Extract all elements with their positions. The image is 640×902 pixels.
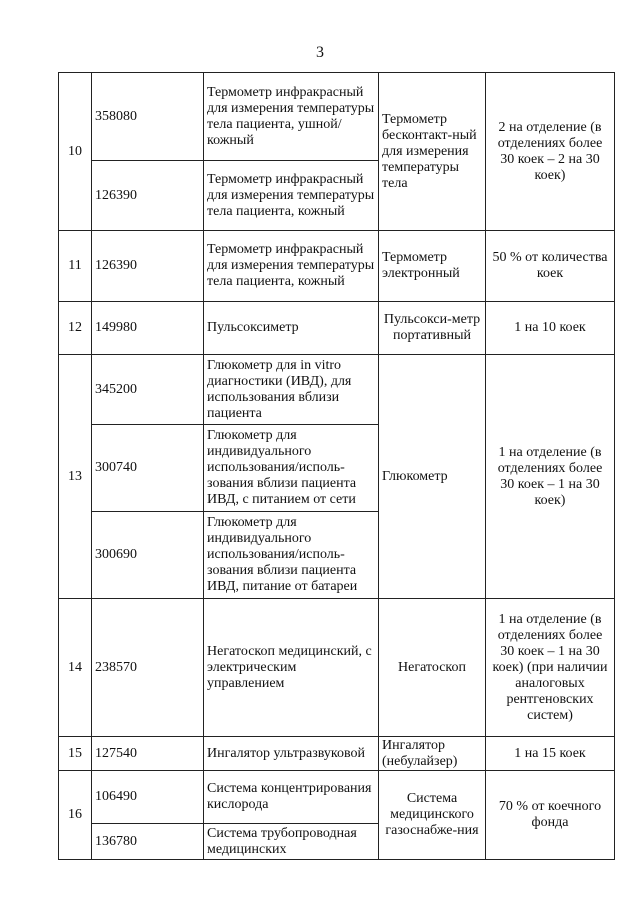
name-cell: Термометр электронный [379, 231, 486, 302]
name-cell: Пульсокси-метр портативный [379, 302, 486, 355]
row-number: 11 [59, 231, 92, 302]
code-cell: 106490 [92, 771, 204, 824]
table-row [59, 599, 615, 737]
code-cell: 238570 [92, 599, 204, 737]
type-cell: Негатоскоп медицинский, с электрическим управлением [204, 599, 379, 737]
row-number: 12 [59, 302, 92, 355]
table-row [59, 73, 615, 161]
table-row [59, 231, 615, 302]
norm-cell: 1 на 15 коек [486, 737, 615, 771]
code-cell: 300690 [92, 512, 204, 599]
code-cell: 127540 [92, 737, 204, 771]
type-cell: Глюкометр для индивидуального использования/исполь-зования вблизи пациента ИВД, питание от батареи [204, 512, 379, 599]
name-cell: Термометр бесконтакт-ный для измерения температуры тела [379, 73, 486, 231]
code-cell: 358080 [92, 73, 204, 161]
norm-cell: 50 % от количества коек [486, 231, 615, 302]
type-cell: Ингалятор ультразвуковой [204, 737, 379, 771]
type-cell: Термометр инфракрасный для измерения температуры тела пациента, ушной/кожный [204, 73, 379, 161]
table-row [59, 302, 615, 355]
type-cell: Система трубопроводная медицинских [204, 824, 379, 860]
code-cell: 136780 [92, 824, 204, 860]
code-cell: 126390 [92, 231, 204, 302]
type-cell: Глюкометр для индивидуального использования/исполь-зования вблизи пациента ИВД, с питанием от сети [204, 425, 379, 512]
type-cell: Глюкометр для in vitro диагностики (ИВД), для использования вблизи пациента [204, 355, 379, 425]
equipment-table [58, 72, 615, 860]
name-cell: Глюкометр [379, 355, 486, 599]
row-number: 10 [59, 73, 92, 231]
table-row [59, 737, 615, 771]
code-cell: 345200 [92, 355, 204, 425]
row-number: 14 [59, 599, 92, 737]
name-cell: Негатоскоп [379, 599, 486, 737]
row-number: 15 [59, 737, 92, 771]
norm-cell: 70 % от коечного фонда [486, 771, 615, 860]
table-row [59, 355, 615, 425]
norm-cell: 1 на 10 коек [486, 302, 615, 355]
type-cell: Система концентрирования кислорода [204, 771, 379, 824]
name-cell: Система медицинского газоснабже-ния [379, 771, 486, 860]
type-cell: Пульсоксиметр [204, 302, 379, 355]
row-number: 16 [59, 771, 92, 860]
page-number: 3 [316, 44, 324, 61]
code-cell: 300740 [92, 425, 204, 512]
row-number: 13 [59, 355, 92, 599]
name-cell: Ингалятор (небулайзер) [379, 737, 486, 771]
type-cell: Термометр инфракрасный для измерения температуры тела пациента, кожный [204, 161, 379, 231]
table-row [59, 771, 615, 824]
norm-cell: 1 на отделение (в отделениях более 30 коек – 1 на 30 коек) (при наличии аналоговых рентгеновских систем) [486, 599, 615, 737]
type-cell: Термометр инфракрасный для измерения температуры тела пациента, кожный [204, 231, 379, 302]
code-cell: 126390 [92, 161, 204, 231]
norm-cell: 2 на отделение (в отделениях более 30 коек – 2 на 30 коек) [486, 73, 615, 231]
norm-cell: 1 на отделение (в отделениях более 30 коек – 1 на 30 коек) [486, 355, 615, 599]
code-cell: 149980 [92, 302, 204, 355]
